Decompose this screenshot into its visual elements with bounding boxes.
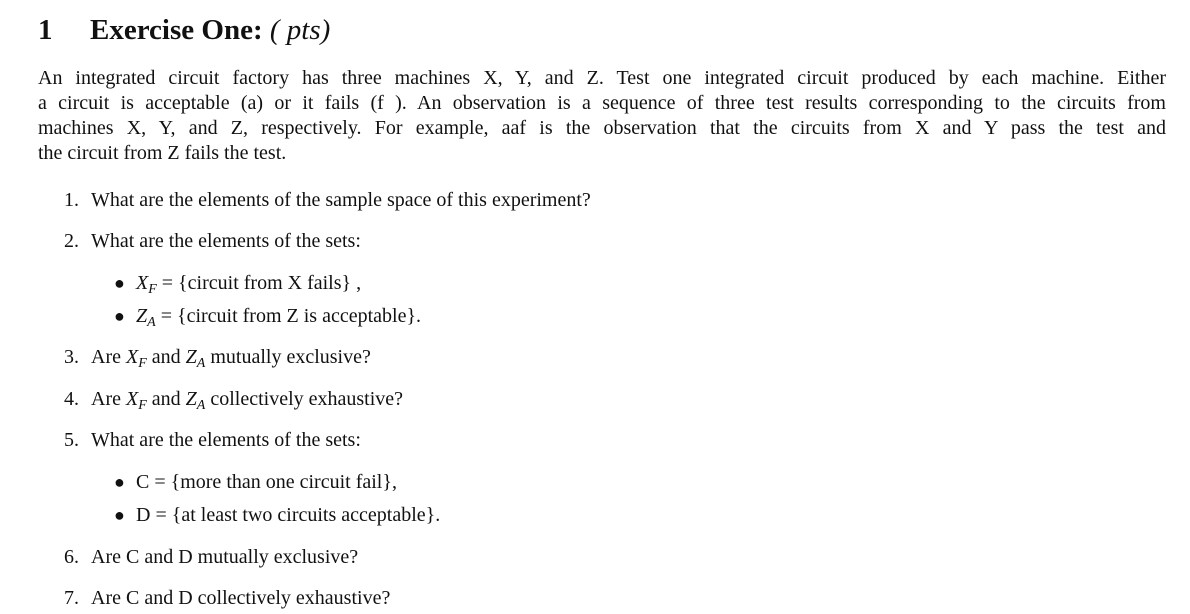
question-number: 5. bbox=[64, 429, 79, 451]
question-text: What are the elements of the sample space of this experiment? bbox=[91, 189, 591, 211]
question-item bbox=[64, 228, 361, 254]
intro-line: the circuit from Z fails the test. bbox=[38, 142, 287, 164]
question-number: 2. bbox=[64, 230, 79, 252]
question-item bbox=[64, 386, 403, 419]
question-number: 3. bbox=[64, 346, 79, 368]
bullet-item bbox=[114, 303, 421, 336]
section-number: 1 bbox=[38, 14, 53, 46]
bullet-dot: ● bbox=[114, 306, 125, 326]
question-number: 4. bbox=[64, 388, 79, 410]
set-subscript: A bbox=[147, 315, 156, 330]
question-text: Are C and D collectively exhaustive? bbox=[91, 587, 391, 609]
intro-line: a circuit is acceptable (a) or it fails (f ). An observation is a sequence of three test results corresponding to the circuits from bbox=[38, 92, 1166, 114]
set-definition: = {circuit from Z is acceptable}. bbox=[155, 305, 422, 327]
bullet-dot: ● bbox=[114, 472, 125, 492]
question-text: Are $X_F$ and $Z_A$ mutually exclusive? bbox=[91, 346, 371, 371]
set-subscript: F bbox=[148, 282, 157, 297]
intro-line: machines X, Y, and Z, respectively. For example, aaf is the observation that the circuits from X and Y pass the test and bbox=[38, 117, 1166, 139]
question-item bbox=[64, 585, 390, 611]
set-symbol: X bbox=[136, 272, 149, 294]
set-definition: D = {at least two circuits acceptable}. bbox=[136, 504, 441, 526]
question-text: What are the elements of the sets: bbox=[91, 429, 361, 451]
question-number: 6. bbox=[64, 546, 79, 568]
question-text: What are the elements of the sets: bbox=[91, 230, 361, 252]
intro-paragraph bbox=[38, 66, 1166, 166]
set-definition: = {circuit from X fails} , bbox=[156, 272, 362, 294]
question-item bbox=[64, 427, 361, 453]
points-label: ( pts) bbox=[269, 14, 331, 46]
bullet-item bbox=[114, 469, 397, 495]
section-heading bbox=[38, 12, 330, 48]
question-item bbox=[64, 187, 591, 213]
question-number: 1. bbox=[64, 189, 79, 211]
bullet-item bbox=[114, 502, 440, 528]
question-text: Are C and D mutually exclusive? bbox=[91, 546, 359, 568]
section-title: Exercise One: bbox=[90, 14, 263, 46]
bullet-dot: ● bbox=[114, 273, 125, 293]
question-number: 7. bbox=[64, 587, 79, 609]
question-item bbox=[64, 344, 371, 377]
bullet-dot: ● bbox=[114, 505, 125, 525]
question-item bbox=[64, 544, 358, 570]
set-definition: C = {more than one circuit fail}, bbox=[136, 471, 397, 493]
intro-line: An integrated circuit factory has three machines X, Y, and Z. Test one integrated circuit produced by each machine. Either bbox=[38, 67, 1166, 89]
bullet-item bbox=[114, 270, 361, 303]
set-symbol: Z bbox=[136, 305, 148, 327]
question-text: Are $X_F$ and $Z_A$ collectively exhaustive? bbox=[91, 388, 404, 413]
